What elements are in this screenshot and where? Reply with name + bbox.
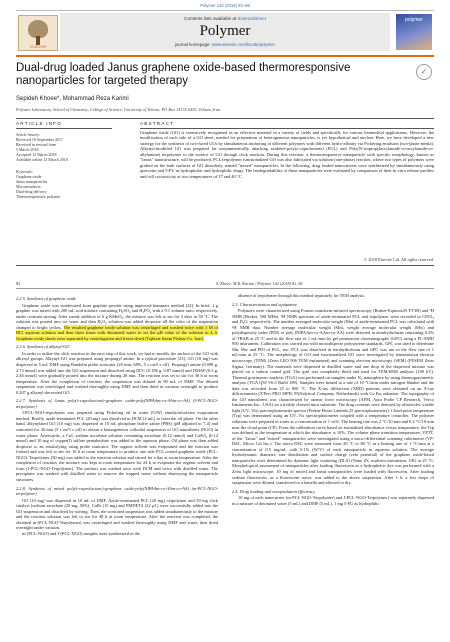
paragraph-text: In order to utilize the click reaction in the next step of this work, we had to modify the surface of the GO with alkynyl groups. Alkynyl-GO was prepared using propargyl amine. In a typical procedure [23], GO (10 mg) was dispersed in 5 mL DMF using Bandelin probe sonicator (20 min, 68%, 5 s on/5 s off). Propargyl amine (0.098 g, 2.73 mmol) was added into the GO suspension and dissolved using DCC (0.186 g, 0.87 mmol) and DMAP (0.3 g, 2.46 mmol) were gradually poured into the mixture during 20 min. The reaction was set to stir for 36 h at room temperature. After the completion of reaction, the suspension was diluted in 80 mL of DMF. The diluted suspension was centrifuged and washed thoroughly using DMF and then dried in vacuum overnight to produce 0.207 g alkynyl-decorated GO. bbox=[16, 350, 218, 395]
history-item: Accepted 12 March 2018 bbox=[16, 152, 57, 158]
journal-masthead bbox=[16, 10, 434, 57]
history-item: 5 March 2018 bbox=[16, 147, 39, 153]
elsevier-logo bbox=[18, 15, 58, 51]
abstract-text: Graphene oxide (GO) is extensively recognized as an effective material in a variety of fields and specifically for various biomedical applications. However, the modification of each side of a GO sheet, needed for preparation of heterogeneous nanoparticles, is yet hypothetical and unclear. Here, we have developed a new strategy for the synthesis of two-faced GOs by simultaneous anchoring of different polymers with different hydro-affinity via Pickering emulsion (two-phase media). Alkynyl-modified GO was prepared for unsymmetrically attaching azidated-poly(ε-caprolactone) (PCL) and Poly(N-isopropylacrylamide-co-acrylamide-co-allylamine) terpolymer to the surface of GO through click reaction. During this reaction, a thermoresponsive nanoparticle with specific morphology, known as "Janus" nanostructure, will be produced. PCL/terpolymer functionalized GO was also fabricated via solution (one-phase) reaction, where two types of polymers were grafted on the both surfaces of GO disorderly, named "mixed" nanoparticles. In the following, drug loaded nanocarriers were synthesized by simultaneously using quercetin and 5-FU as hydrophobic and hydrophilic drugs. The biodegradability of these nanoparticles were evaluated by comparison of their in vitro release profiles and cell cytotoxicity at two temperatures of 37 and 40 °C. bbox=[140, 130, 434, 179]
keyword: Thermoresponsive polymer bbox=[16, 194, 61, 200]
history-item: Received 18 September 2017 bbox=[16, 137, 63, 143]
section-heading: 2.4. Drug loading and encapsulation efficiency bbox=[232, 488, 315, 494]
divider bbox=[16, 118, 434, 119]
paragraph-text: m-(PCL-NGO) and J-(PCL-NGO) samples were synthesized in the bbox=[22, 530, 140, 536]
homepage-prefix: journal homepage: bbox=[174, 42, 212, 47]
history-item: Received in revised form bbox=[16, 142, 57, 148]
section-heading: 2.2.5. Synthesis of graphene oxide bbox=[16, 296, 77, 301]
body-paragraph bbox=[232, 308, 434, 486]
body-paragraph bbox=[16, 410, 218, 482]
author-affiliation: Polymer Laboratory, School of Chemistry, College of Science, University of Tehran, PO Box 14155 6455, Tehran, Iran bbox=[16, 107, 221, 112]
article-info bbox=[16, 130, 112, 199]
copyright-notice: © 2018 Elsevier Ltd. All rights reserved. bbox=[363, 257, 434, 262]
paragraph-text: Graphene oxide was synthesized from graphite powder using improved hummers method [22]. In brief, 1 g graphite was mixed with 200 mL acid mixture containing H₂SO₄ and H₃PO₄ with a 9:1 volume ratio, respectively, under constant stirring. After steady addition of 6 g KMnO₄, the mixture was left to stir for 3 days in 50 °C. The solution was poured into ice water and then H₂O₂ solution was added dropwise till the color of the suspension changed to bright yellow. bbox=[16, 302, 218, 330]
section-heading: 2.2.6. Synthesis of alkynyl-GO bbox=[16, 344, 70, 350]
page2-citation: S. Khoee, M.R. Karimi / Polymer 142 (2018) 82–96 bbox=[216, 281, 303, 286]
divider bbox=[16, 128, 112, 129]
paragraph-text: Polymers were characterized using Fourier transform-infrared spectroscopy (Bruker-Equinox55 FT-IR) and ¹H NMR (Bruker, 500 MHz). ¹H NMR spectrum of azide-terminated PCL and terpolymer were recorded in CDCl₃ and D₂O, respectively. The number averaged molecular weight (Mn) of azide-terminated PCL was calculated with ¹H NMR data. Number average molecular weight (Mn), weight average molecular weight (Mw) and polydispersity index (PDI) of poly (NIPAAm-co-AAm-co-AA) were detected in tetrahydrofuran containing 0.2% of TBAB at 25 °C and in the flow rate of 1 mL/min by gel permeation chromatography (GPC) using a PL-EMD 950 instrument. Calibration was carried out with monodisperse polystyrene standards. GPC was used to determine Mn, Mw and PDI of PCL, too. PCL was dissolved in tetrahydrofuran and GPC was run in the flow rate of 1 mL/min at 25 °C. The morphology of GO and functionalized GO were investigated by transmission electron microscopy (TEM) (Zeiss LEO 906 TEM instrument) and scanning electron microscopy (SEM) (FESEM Zeiss Sigma, Germany). The materials were dispersed in distilled water and one drop of the dispersed mixture was placed on a carbon coated grid. The grid was completely dried and used for TEM/SEM analysis (100 kV). Thermal gravimetric analysis (TGA) was performed on samples under N₂ atmosphere by using thermogravimetric analysis (TGA Q50 V6.3 Build 189). Samples were heated at a rate of 10 °C/min under nitrogen blanket and the data was recorded from 25 to 800 °C. The X-ray diffraction (XRD) patterns were obtained on an X-ray diffractometer (X'Pert PRO MPD, PANalytical Company, Netherlands) with Cu Kα radiation. The topography of the GO nanosheets was characterized by atomic force microscopy (AFM, Auto Probe CP Research, Veeco Instruments Inc., USA) on a freshly cleaved mica substrate. The drug contents were detected by ultraviolet–visible light (UV–Vis) spectrophotometer spectra (Perkin-Elmer Lambda 25 spectrophotometer). Cloud point temperature (Tcp) was determined using an UV–Vis spectrophotometer coupled with a temperature controller. The polymer solutions were prepared in water at a concentration of 1 wt%. The heating rate was 2 °C/10 min and 0.2 °C/10 min near the cloud point (CP). From the calibration curve based on normalized absorbance versus temperature, the Tcp was defined as the temperature at which the absorbance is 10%. The volume phase transition temperature, VPTT, of the "Janus" and "mixed" nanoparticles were investigated using a micro-differential scanning calorimeter (VP-DSC, Micro Cal Inc.). The micro-DSC were measured from 20 °C to 80 °C at a heating rate of 1 °C/min at a concentration of 0.5 mg/mL with 0.1% (W/V) of each nanoparticle in aqueous solution. The average hydrodynamic diameter, size distribution and surface charge (zeta potential) of the graphene oxide-based nanoparticles were determined by dynamic light scattering (DLS) (Nano ZS, malvern instrument, UK) at 25 °C. Morphological assessment of nanoparticles after loading fluorescein as a hydrophobic dye was performed with a Zeiss light microscope. 10 mg of mixed and Janus nanoparticles were loaded with fluorescein. After loading sodium fluorescein, as a fluorescent tracer, was added to the above suspension. After 1 h, a few drops of suspension were diluted, transferred to a lamella and allowed to dry. bbox=[232, 308, 434, 486]
keywords-label: Keywords: bbox=[16, 168, 34, 174]
sciencedirect-link[interactable]: ScienceDirect bbox=[237, 16, 266, 21]
body-paragraph bbox=[232, 293, 434, 299]
journal-banner bbox=[60, 13, 390, 51]
history-item: Available online 13 March 2018 bbox=[16, 157, 68, 163]
divider bbox=[140, 128, 434, 129]
keyword: Microemulsion bbox=[16, 183, 41, 189]
highlighted-text: The resulted graphene oxide solution was centrifuged and washed twice with 1 M of HCl aqueous solution and then three times with deionized water to set the pH value of the solution to 4–5. Graphene oxide sheets were separated by centrifugation and freeze-dried (Tajhizat Sazan Pishtaz Co. Iran). bbox=[16, 324, 219, 341]
keyword: Graphene oxide bbox=[16, 173, 42, 179]
publisher-wordmark: ELSEVIER bbox=[29, 45, 47, 49]
body-paragraph bbox=[16, 303, 218, 342]
abstract-heading: ABSTRACT bbox=[140, 121, 175, 126]
body-paragraph bbox=[16, 351, 218, 395]
journal-homepage-link[interactable]: www.elsevier.com/locate/polymer bbox=[211, 42, 276, 47]
paragraph-text: 10 mg of each nanocarrier (m-PCL-NGO-Terpolymer) and J-PCL-NGO-Terpolymer) was separately dispersed in a mixture of deionized water (5 mL) and DMF (5 mL). 1 mg 5-FU as hydrophilic bbox=[232, 495, 434, 506]
section-heading: 2.2.8. Synthesis of mixed poly(ε-caprolactone)-graphene oxide-poly(NIPAAm-co-AAm-co-AA) (m-PCL-NGO-terpolymer) bbox=[16, 485, 218, 497]
page-number: 82 bbox=[16, 281, 21, 286]
section-heading: 2.3. Characterization and equipment bbox=[232, 301, 297, 307]
keyword: Dual-drug delivery bbox=[16, 188, 47, 194]
paragraph-text: absence of terpolymer through this method separately for TEM analysis. bbox=[238, 293, 366, 298]
article-info-heading: ARTICLE INFO bbox=[16, 121, 62, 126]
cover-title: polymer bbox=[405, 17, 423, 23]
paragraph-text: J-PCL-NGO-terpolymer was prepared using Pickering oil in water (O/W) emulsion/solvent evaporation method. Briefly, azide-terminated PCL (20 mg) was dissolved in DCM (2 mL) to form the oil phase. On the other hand, alkynylated GO (10 mg) was dispersed in 10 mL phosphate buffer saline (PBS) (pH adjusted to 7.4) and sonicated for 30 min (5 s on/5 s off) to obtain a homogeneous colloidal suspension of GO nanosheets (NGO) in water phase. Afterwards, a CuI, sodium ascorbate solution containing ascorbate (0.12 mmol) and CuSO₄ (0.12 mmol) and 10 mg of copper(I) sulfate pentahydrate was added to the aqueous phase. Oil phase was then added dropwise to an emulsifying using probe sonicator. The organic solvent was evaporated and the reaction was formed and was left to stir for 16 h at room temperature to produce one side PCL coated graphene oxide (PCL-NGO). Terpolymer (50 mg) was added to the reaction solution and stirred for a day at room temperature. After the completion of reaction, the mixture was kept at room temperature for 24 h to evaporate the organic solvent and form (J-PCL-NGO-Terpolymer). The product was washed once with DCM and twice with distilled water. The precipitate was washed with distilled water to remove the trapped water without destroying the nanoparticle structures. bbox=[16, 410, 218, 482]
right-column bbox=[232, 293, 434, 506]
left-column bbox=[16, 293, 218, 536]
section-heading: 2.2.7. Synthesis of Janus poly(ε-caprolactone)-graphene oxide-poly(NIPAAm-co-AAm-co-AA) (J-PCL-NGO-terpolymer) bbox=[16, 398, 218, 409]
article-authors: Sepideh Khoee*, Mohammad Reza Karimi bbox=[16, 96, 129, 102]
contents-prefix: Contents lists available at bbox=[184, 16, 238, 21]
body-paragraph bbox=[16, 531, 218, 537]
article-title: Dual-drug loaded Janus graphene oxide-based thermoresponsive nanoparticles for targeted therapy bbox=[16, 62, 351, 87]
body-paragraph bbox=[232, 495, 434, 506]
paragraph-text: GO (10 mg) was dispersed in 10 mL of DMF. Azido-terminated PCL (20 mg), terpolymer and 50 mg click catalyst (sodium ascorbate (20 mg, 50%), CuBr (15 mg) and PMDETA (22 μL) were successfully added into the GO suspension and dissolved by stirring. Then, the sonicated suspension was added simultaneously to the mixture and the reaction solution was left to stir for 48 h at room temperature. After the reaction was completed, the obtained m-(PCL-NGO-Terpolymer) was centrifuged and washed thoroughly using DMF and water, then dried overnight under vacuum. bbox=[16, 497, 218, 531]
page2-header bbox=[16, 281, 434, 289]
journal-name: Polymer bbox=[199, 23, 251, 39]
body-paragraph bbox=[16, 498, 218, 531]
journal-cover-thumbnail bbox=[396, 14, 432, 50]
divider bbox=[16, 265, 434, 266]
crossmark-icon[interactable]: ✓ bbox=[416, 64, 432, 80]
running-citation: Polymer 142 (2018) 82–96 bbox=[200, 3, 250, 8]
history-label: Article history: bbox=[16, 132, 41, 137]
keyword: Janus nanoparticles bbox=[16, 178, 48, 184]
